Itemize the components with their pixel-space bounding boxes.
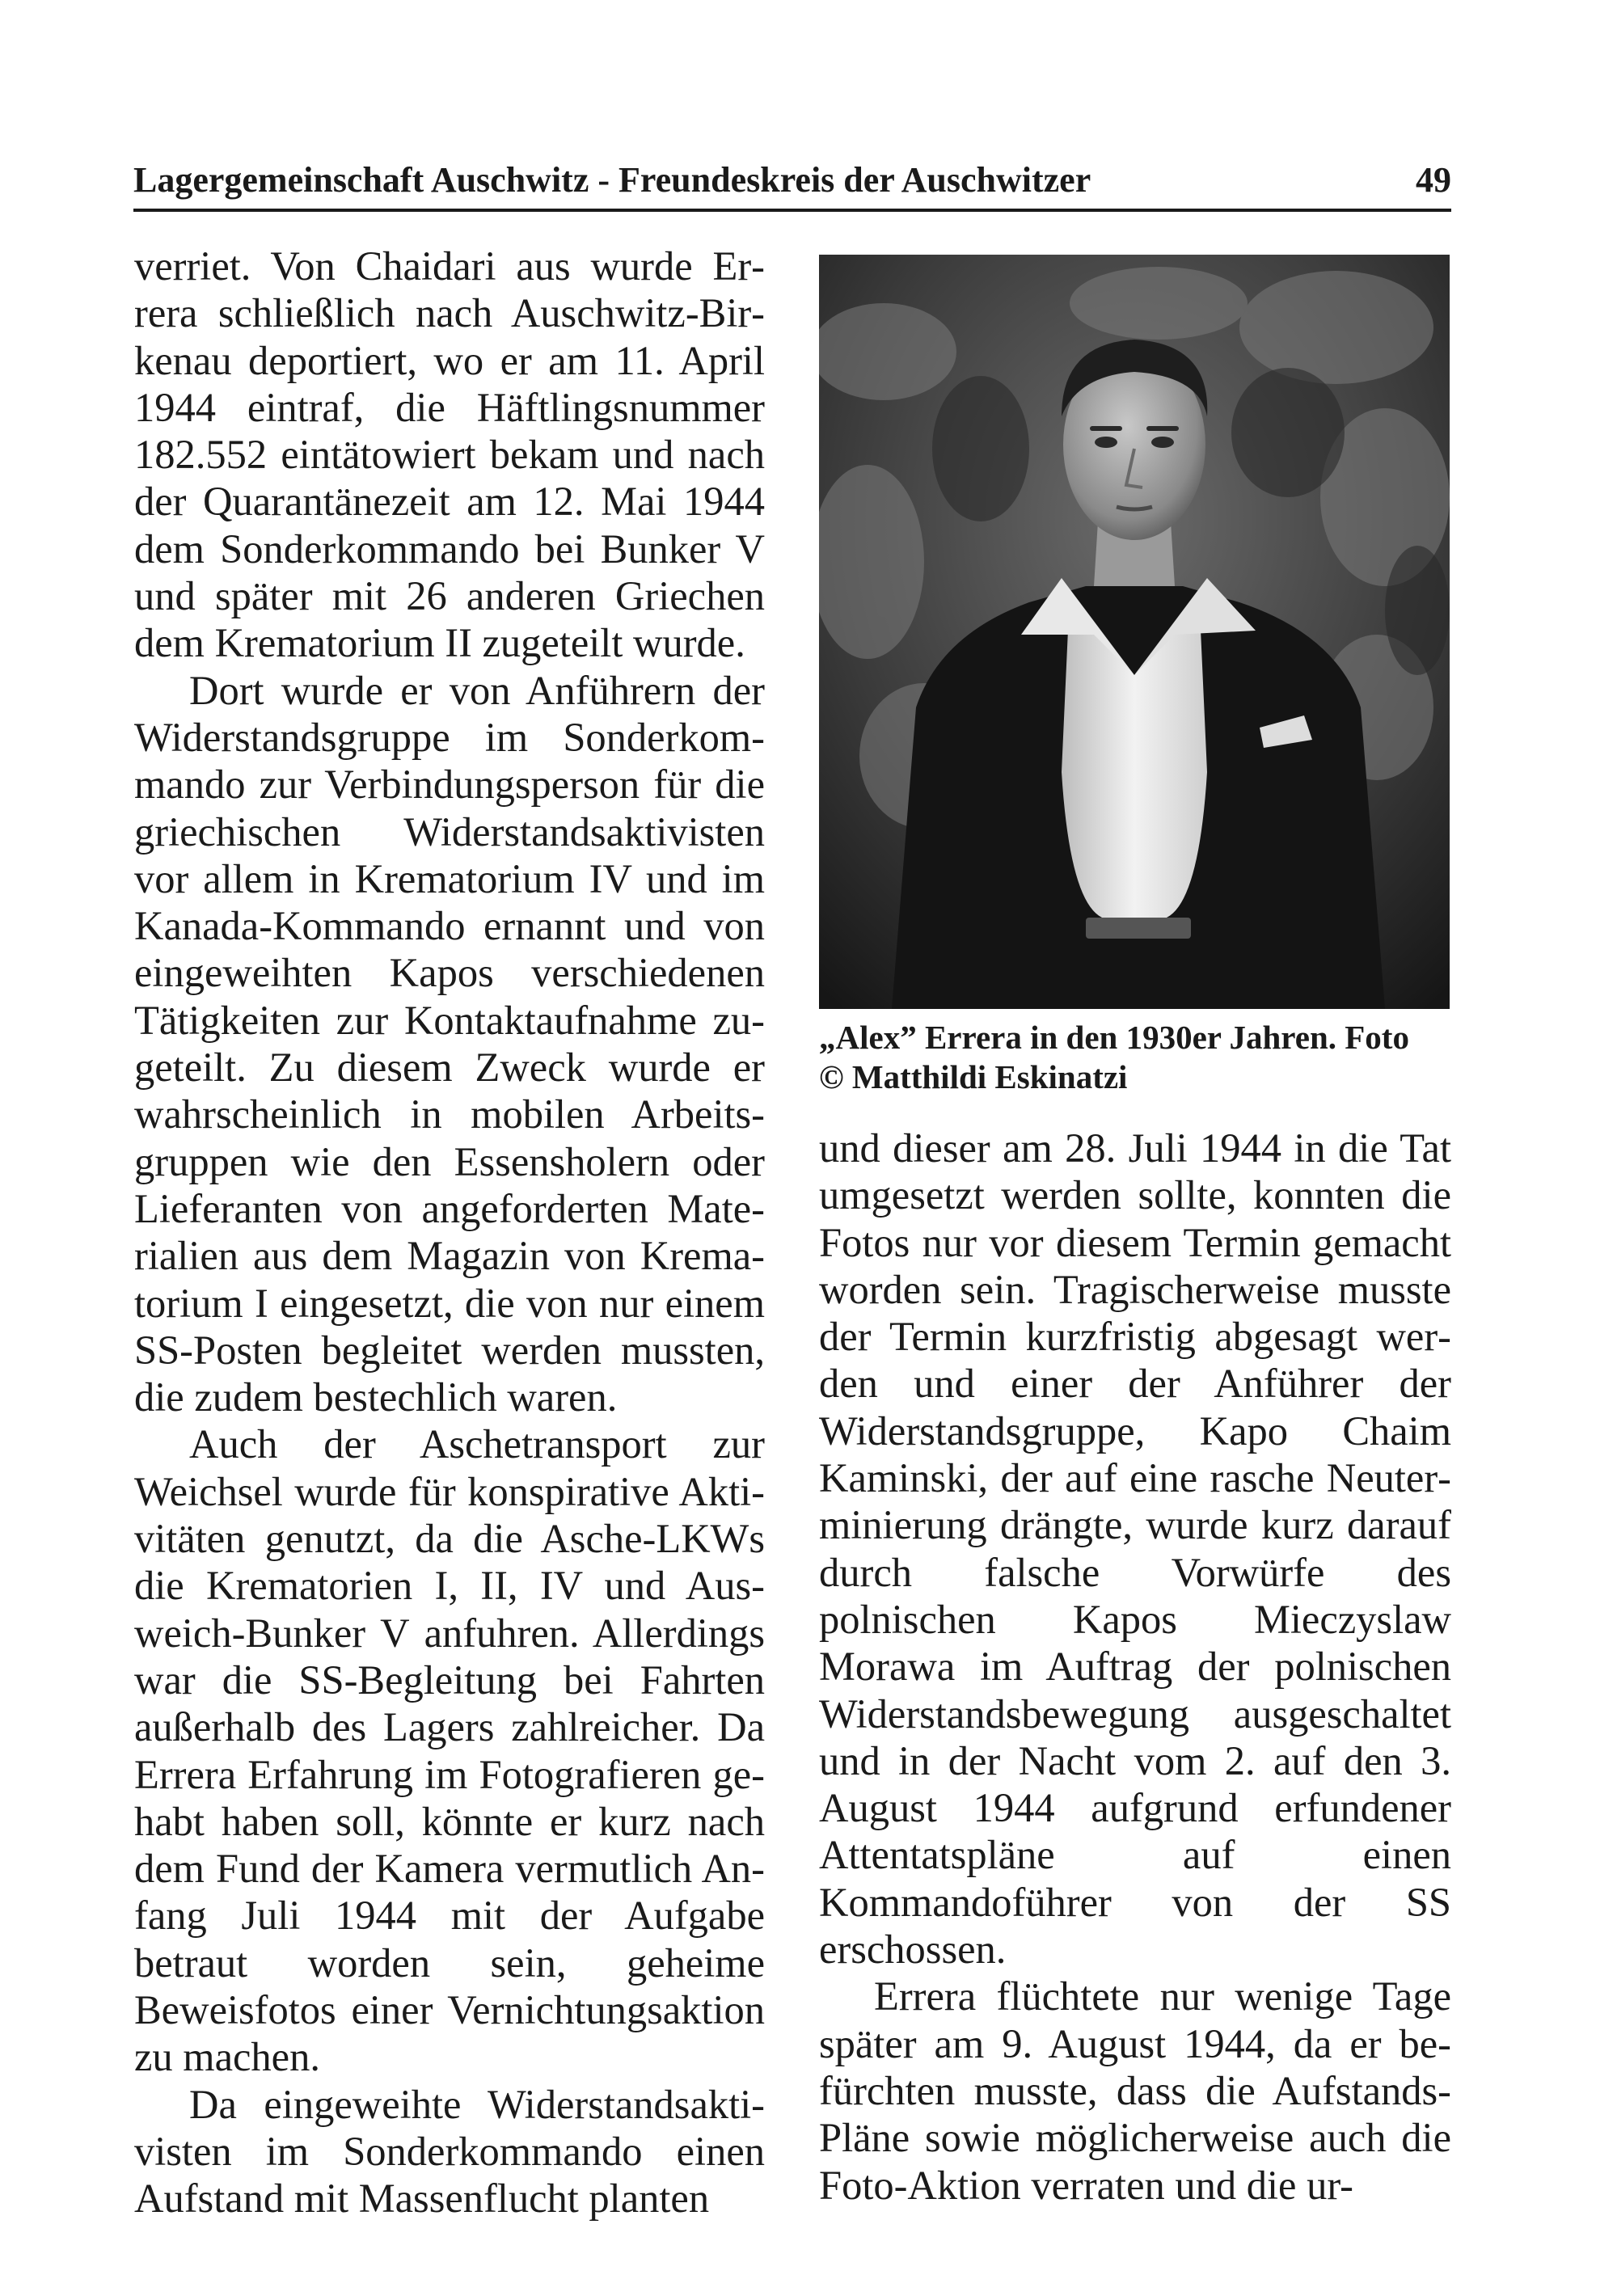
paragraph: Da eingeweihte Widerstandsaktivisten im Sonderkommando einen Aufstand mit Massenflucht planten	[134, 2081, 765, 2222]
caption-line: © Matthildi Eskinatzi	[819, 1058, 1128, 1095]
paragraph: Errera flüchtete nur wenige Tage später am 9. August 1944, da er befürchten musste, dass die Aufstands-Pläne sowie möglicherweise auch die Foto-Aktion verraten und die ur-	[819, 1973, 1451, 2208]
left-column	[134, 243, 765, 2222]
paragraph: Auch der Aschetransport zur Weichsel wurde für konspirative Aktivitäten genutzt, da die Asche-LKWs die Krematorien I, II, IV und Ausweich-Bunker V anfuhren. Allerdings war die SS-Begleitung bei Fahrten außerhalb des Lagers zahlreicher. Da Errera Erfahrung im Fotografieren gehabt haben soll, könnte er kurz nach dem Fund der Kamera vermutlich Anfang Juli 1944 mit der Aufgabe betraut worden sein, geheime Beweisfotos einer Vernichtungsaktion zu machen.	[134, 1421, 765, 2080]
paragraph: und dieser am 28. Juli 1944 in die Tat umgesetzt werden sollte, konnten die Fotos nur vor diesem Termin gemacht worden sein. Tragischerweise musste der Termin kurzfristig abgesagt werden und einer der Anführer der Widerstandsgruppe, Kapo Chaim Kaminski, der auf eine rasche Neuterminierung drängte, wurde kurz darauf durch falsche Vorwürfe des polnischen Kapos Mieczyslaw Morawa im Auftrag der polnischen Widerstandsbewegung ausgeschaltet und in der Nacht vom 2. auf den 3. August 1944 aufgrund erfundener Attentatspläne auf einen Kommandoführer von der SS erschossen.	[819, 1125, 1451, 1973]
paragraph: verriet. Von Chaidari aus wurde Errera schließlich nach Auschwitz-Birkenau deportiert, wo er am 11. April 1944 eintraf, die Häftlingsnummer 182.552 eintätowiert bekam und nach der Quarantänezeit am 12. Mai 1944 dem Sonderkommando bei Bunker V und später mit 26 anderen Griechen dem Krematorium II zugeteilt wurde.	[134, 243, 765, 666]
page-number: 49	[1416, 160, 1451, 200]
running-header	[133, 158, 1451, 212]
photo-caption	[819, 1018, 1451, 1097]
portrait-photo-icon	[819, 255, 1450, 1009]
portrait-photo	[819, 255, 1450, 1009]
paragraph: Dort wurde er von Anführern der Widerstandsgruppe im Sonderkommando zur Verbindungsperson für die griechischen Widerstandsaktivisten vor allem in Krematorium IV und im Kanada-Kommando ernannt und von eingeweihten Kapos verschiedenen Tätigkeiten zur Kontaktaufnahme zugeteilt. Zu diesem Zweck wurde er wahrscheinlich in mobilen Arbeitsgruppen wie den Essensholern oder Lieferanten von angeforderten Materialien aus dem Magazin von Krematorium I eingesetzt, die von nur einem SS-Posten begleitet werden mussten, die zudem bestechlich waren.	[134, 667, 765, 1420]
caption-line: „Alex” Errera in den 1930er Jahren. Foto	[819, 1019, 1409, 1056]
running-title: Lagergemeinschaft Auschwitz - Freundeskreis der Auschwitzer	[133, 160, 1091, 200]
right-column	[819, 1125, 1451, 2209]
